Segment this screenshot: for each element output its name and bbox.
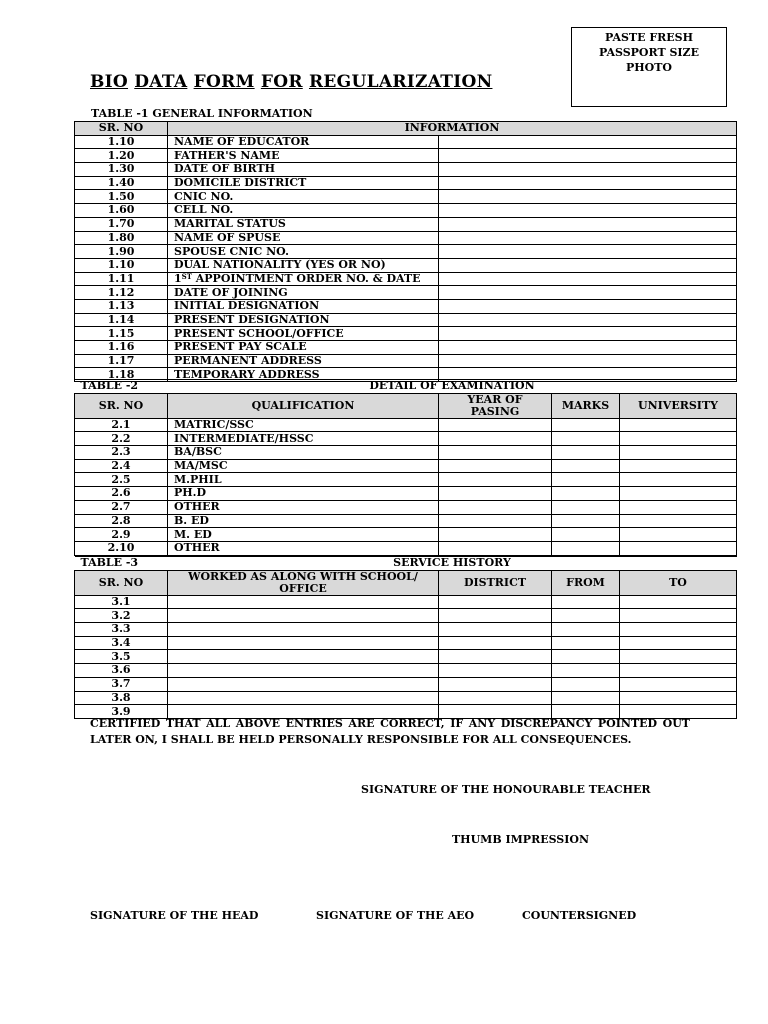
table3-worked-as-cell[interactable] xyxy=(168,691,439,705)
table2-marks-cell[interactable] xyxy=(552,418,620,432)
table2-srno: 2.3 xyxy=(75,446,168,460)
table2-university-cell[interactable] xyxy=(620,459,737,473)
table3-from-cell[interactable] xyxy=(552,677,620,691)
table3-from-cell[interactable] xyxy=(552,623,620,637)
table2-row xyxy=(75,432,737,446)
table2-qualification: PH.D xyxy=(168,487,439,501)
table2-marks-cell[interactable] xyxy=(552,446,620,460)
table1-row xyxy=(75,217,737,231)
table1-caption: TABLE -1 GENERAL INFORMATION xyxy=(91,107,313,120)
table2-srno: 2.6 xyxy=(75,487,168,501)
table2-marks-cell[interactable] xyxy=(552,487,620,501)
table3-header-srno: SR. NO xyxy=(75,570,168,595)
table1-field-label: PRESENT PAY SCALE xyxy=(168,341,439,355)
table2-year-cell[interactable] xyxy=(439,432,552,446)
title-word-data: DATA xyxy=(134,72,188,92)
table2-qualification: BA/BSC xyxy=(168,446,439,460)
table1-row xyxy=(75,190,737,204)
table2-qualification: M. ED xyxy=(168,528,439,542)
table3-srno: 3.2 xyxy=(75,609,168,623)
table2-qualification: OTHER xyxy=(168,541,439,555)
table1-field-value[interactable] xyxy=(439,245,737,259)
table3-srno: 3.7 xyxy=(75,677,168,691)
table1-field-label: PRESENT SCHOOL/OFFICE xyxy=(168,327,439,341)
title-word-form: FORM xyxy=(193,72,255,92)
table2-srno: 2.8 xyxy=(75,514,168,528)
table1-field-label: SPOUSE CNIC NO. xyxy=(168,245,439,259)
table3-row xyxy=(75,664,737,678)
table3-to-cell[interactable] xyxy=(620,650,737,664)
table2-year-cell[interactable] xyxy=(439,487,552,501)
table1-field-value[interactable] xyxy=(439,272,737,286)
table1-srno: 1.13 xyxy=(75,299,168,313)
table2-row xyxy=(75,514,737,528)
table2-header-row xyxy=(75,393,737,418)
table1-field-label-superscript: ST xyxy=(181,272,192,281)
table2-university-cell[interactable] xyxy=(620,473,737,487)
countersigned-label: COUNTERSIGNED xyxy=(522,909,637,922)
table1-row xyxy=(75,341,737,355)
table1-srno: 1.14 xyxy=(75,313,168,327)
table1-field-label: PRESENT DESIGNATION xyxy=(168,313,439,327)
table3-to-cell[interactable] xyxy=(620,595,737,609)
table3-caption-row xyxy=(75,557,737,571)
table1-row xyxy=(75,286,737,300)
table3-row xyxy=(75,650,737,664)
table1-header-row xyxy=(75,122,737,136)
table2-university-cell[interactable] xyxy=(620,418,737,432)
table1-field-value[interactable] xyxy=(439,299,737,313)
table2-university-cell[interactable] xyxy=(620,541,737,555)
table3-to-cell[interactable] xyxy=(620,664,737,678)
table1-field-label-text: APPOINTMENT ORDER NO. & DATE xyxy=(191,272,421,285)
table1-field-label: TEMPORARY ADDRESS xyxy=(168,368,439,382)
table2-row xyxy=(75,473,737,487)
table1-field-label: NAME OF EDUCATOR xyxy=(168,135,439,149)
table1-field-value[interactable] xyxy=(439,217,737,231)
table3-row xyxy=(75,609,737,623)
table3-district-cell[interactable] xyxy=(439,636,552,650)
table1-row xyxy=(75,354,737,368)
table3-to-cell[interactable] xyxy=(620,623,737,637)
table1-row xyxy=(75,231,737,245)
table2-university-cell[interactable] xyxy=(620,487,737,501)
table3-from-cell[interactable] xyxy=(552,595,620,609)
table1-srno: 1.40 xyxy=(75,176,168,190)
table2-marks-cell[interactable] xyxy=(552,541,620,555)
table2-marks-cell[interactable] xyxy=(552,500,620,514)
table3-header-to: TO xyxy=(620,570,737,595)
table1-field-value[interactable] xyxy=(439,341,737,355)
table2-marks-cell[interactable] xyxy=(552,459,620,473)
title-word-for: FOR xyxy=(260,72,303,92)
table1-row xyxy=(75,327,737,341)
title-word-regularization: REGULARIZATION xyxy=(308,72,493,92)
table1-field-value[interactable] xyxy=(439,286,737,300)
table2-srno: 2.10 xyxy=(75,541,168,555)
table1-row xyxy=(75,299,737,313)
table2-row xyxy=(75,446,737,460)
table1-header-information: INFORMATION xyxy=(168,122,737,136)
table1-srno: 1.60 xyxy=(75,204,168,218)
table1-field-value[interactable] xyxy=(439,190,737,204)
table2-marks-cell[interactable] xyxy=(552,514,620,528)
table2-qualification: OTHER xyxy=(168,500,439,514)
table1-field-label xyxy=(168,272,439,286)
table3-district-cell[interactable] xyxy=(439,650,552,664)
table1-srno: 1.17 xyxy=(75,354,168,368)
table1-srno: 1.10 xyxy=(75,258,168,272)
table3-caption: TABLE -3 xyxy=(75,557,168,571)
table3-to-cell[interactable] xyxy=(620,609,737,623)
table3-worked-as-cell[interactable] xyxy=(168,636,439,650)
table3-worked-as-cell[interactable] xyxy=(168,650,439,664)
table1-field-value[interactable] xyxy=(439,354,737,368)
table3-row xyxy=(75,595,737,609)
table2-srno: 2.5 xyxy=(75,473,168,487)
table3-srno: 3.6 xyxy=(75,664,168,678)
table2-qualification: MATRIC/SSC xyxy=(168,418,439,432)
table1-row xyxy=(75,176,737,190)
table1-field-value[interactable] xyxy=(439,135,737,149)
table1-header-srno: SR. NO xyxy=(75,122,168,136)
table3-worked-as-cell[interactable] xyxy=(168,677,439,691)
table3-srno: 3.3 xyxy=(75,623,168,637)
table3-header-worked-as: WORKED AS ALONG WITH SCHOOL/ OFFICE xyxy=(168,570,439,595)
table3-row xyxy=(75,623,737,637)
table3-row xyxy=(75,677,737,691)
table2-caption: TABLE -2 xyxy=(75,380,168,394)
table2-university-cell[interactable] xyxy=(620,514,737,528)
table2-qualification: INTERMEDIATE/HSSC xyxy=(168,432,439,446)
table1-field-label: CNIC NO. xyxy=(168,190,439,204)
table1-field-value[interactable] xyxy=(439,163,737,177)
table1-row xyxy=(75,204,737,218)
table3-header-district: DISTRICT xyxy=(439,570,552,595)
table1-srno: 1.30 xyxy=(75,163,168,177)
table1-field-label: DOMICILE DISTRICT xyxy=(168,176,439,190)
table2-srno: 2.2 xyxy=(75,432,168,446)
table1-field-label: INITIAL DESIGNATION xyxy=(168,299,439,313)
table2-qualification: B. ED xyxy=(168,514,439,528)
table2-year-cell[interactable] xyxy=(439,446,552,460)
table2-marks-cell[interactable] xyxy=(552,473,620,487)
table3-district-cell[interactable] xyxy=(439,595,552,609)
table1-field-value[interactable] xyxy=(439,327,737,341)
table1-row xyxy=(75,313,737,327)
photo-line-2: PASSPORT SIZE xyxy=(599,46,699,59)
table3-to-cell[interactable] xyxy=(620,677,737,691)
head-signature-label: SIGNATURE OF THE HEAD xyxy=(90,909,259,922)
table1-srno: 1.50 xyxy=(75,190,168,204)
table1-row xyxy=(75,135,737,149)
table2-year-cell[interactable] xyxy=(439,473,552,487)
table2-row xyxy=(75,500,737,514)
table3-worked-as-cell[interactable] xyxy=(168,595,439,609)
table1-row xyxy=(75,245,737,259)
table1-field-label: NAME OF SPUSE xyxy=(168,231,439,245)
table3-srno: 3.5 xyxy=(75,650,168,664)
table3-from-cell[interactable] xyxy=(552,650,620,664)
table2-university-cell[interactable] xyxy=(620,500,737,514)
table2-header-university: UNIVERSITY xyxy=(620,393,737,418)
thumb-impression-label: THUMB IMPRESSION xyxy=(452,833,590,846)
table3-row xyxy=(75,636,737,650)
table3-district-cell[interactable] xyxy=(439,677,552,691)
examination-table xyxy=(74,379,737,556)
table1-srno: 1.10 xyxy=(75,135,168,149)
table3-from-cell[interactable] xyxy=(552,664,620,678)
table2-srno: 2.1 xyxy=(75,418,168,432)
table2-marks-cell[interactable] xyxy=(552,528,620,542)
table1-row xyxy=(75,258,737,272)
table2-title: DETAIL OF EXAMINATION xyxy=(168,380,737,394)
table1-field-label: MARITAL STATUS xyxy=(168,217,439,231)
certification-statement: CERTIFIED THAT ALL ABOVE ENTRIES ARE CORRECT, IF ANY DISCREPANCY POINTED OUT LATER ON, I SHALL BE HELD PERSONALLY RESPONSIBLE FOR ALL CONSEQUENCES. xyxy=(90,717,690,746)
table2-srno: 2.4 xyxy=(75,459,168,473)
table2-header-marks: MARKS xyxy=(552,393,620,418)
table3-district-cell[interactable] xyxy=(439,609,552,623)
table1-field-label: DATE OF BIRTH xyxy=(168,163,439,177)
table3-title: SERVICE HISTORY xyxy=(168,557,737,571)
table1-row xyxy=(75,272,737,286)
table2-year-cell[interactable] xyxy=(439,418,552,432)
table3-district-cell[interactable] xyxy=(439,623,552,637)
table1-field-label: FATHER'S NAME xyxy=(168,149,439,163)
table2-row xyxy=(75,459,737,473)
table1-srno: 1.18 xyxy=(75,368,168,382)
table3-header-row xyxy=(75,570,737,595)
table2-row xyxy=(75,541,737,555)
service-history-table xyxy=(74,556,737,719)
table3-srno: 3.4 xyxy=(75,636,168,650)
aeo-signature-label: SIGNATURE OF THE AEO xyxy=(316,909,475,922)
table3-worked-as-cell[interactable] xyxy=(168,623,439,637)
table2-university-cell[interactable] xyxy=(620,432,737,446)
table1-field-label: CELL NO. xyxy=(168,204,439,218)
table3-to-cell[interactable] xyxy=(620,691,737,705)
table1-row xyxy=(75,163,737,177)
table2-caption-row xyxy=(75,380,737,394)
table1-field-value[interactable] xyxy=(439,149,737,163)
table3-header-from: FROM xyxy=(552,570,620,595)
table2-year-cell[interactable] xyxy=(439,528,552,542)
table1-field-value[interactable] xyxy=(439,204,737,218)
table3-srno: 3.9 xyxy=(75,705,168,719)
table1-field-value[interactable] xyxy=(439,231,737,245)
table3-from-cell[interactable] xyxy=(552,636,620,650)
table1-field-label: DUAL NATIONALITY (YES OR NO) xyxy=(168,258,439,272)
table2-year-cell[interactable] xyxy=(439,459,552,473)
table2-row xyxy=(75,528,737,542)
table1-srno: 1.80 xyxy=(75,231,168,245)
table1-row xyxy=(75,149,737,163)
table1-srno: 1.16 xyxy=(75,341,168,355)
table1-field-label: DATE OF JOINING xyxy=(168,286,439,300)
teacher-signature-label: SIGNATURE OF THE HONOURABLE TEACHER xyxy=(361,783,651,796)
table1-field-label-prefix: 1 xyxy=(174,272,182,285)
photo-placeholder-box xyxy=(571,27,727,107)
table2-marks-cell[interactable] xyxy=(552,432,620,446)
photo-line-3: PHOTO xyxy=(625,61,672,74)
table1-srno: 1.12 xyxy=(75,286,168,300)
table3-district-cell[interactable] xyxy=(439,664,552,678)
table1-srno: 1.20 xyxy=(75,149,168,163)
table3-row xyxy=(75,691,737,705)
table2-row xyxy=(75,487,737,501)
photo-line-1: PASTE FRESH xyxy=(604,31,694,44)
table2-year-cell[interactable] xyxy=(439,514,552,528)
general-information-table xyxy=(74,121,737,382)
table3-srno: 3.8 xyxy=(75,691,168,705)
table2-qualification: M.PHIL xyxy=(168,473,439,487)
table2-qualification: MA/MSC xyxy=(168,459,439,473)
table3-worked-as-cell[interactable] xyxy=(168,664,439,678)
table3-to-cell[interactable] xyxy=(620,636,737,650)
table3-worked-as-cell[interactable] xyxy=(168,609,439,623)
table2-header-year: YEAR OF PASING xyxy=(439,393,552,418)
table1-field-label: PERMANENT ADDRESS xyxy=(168,354,439,368)
table3-from-cell[interactable] xyxy=(552,609,620,623)
table1-srno: 1.70 xyxy=(75,217,168,231)
table2-year-cell[interactable] xyxy=(439,541,552,555)
table2-year-cell[interactable] xyxy=(439,500,552,514)
table1-field-value[interactable] xyxy=(439,313,737,327)
table3-srno: 3.1 xyxy=(75,595,168,609)
title-word-bio: BIO xyxy=(90,72,129,92)
table1-field-value[interactable] xyxy=(439,176,737,190)
table1-field-value[interactable] xyxy=(439,258,737,272)
table3-from-cell[interactable] xyxy=(552,691,620,705)
table2-srno: 2.7 xyxy=(75,500,168,514)
table2-university-cell[interactable] xyxy=(620,528,737,542)
table2-university-cell[interactable] xyxy=(620,446,737,460)
table1-srno: 1.15 xyxy=(75,327,168,341)
table2-header-qualification: QUALIFICATION xyxy=(168,393,439,418)
form-title xyxy=(90,72,492,92)
table2-row xyxy=(75,418,737,432)
table1-srno: 1.11 xyxy=(75,272,168,286)
table2-srno: 2.9 xyxy=(75,528,168,542)
table2-header-srno: SR. NO xyxy=(75,393,168,418)
table3-district-cell[interactable] xyxy=(439,691,552,705)
table1-srno: 1.90 xyxy=(75,245,168,259)
